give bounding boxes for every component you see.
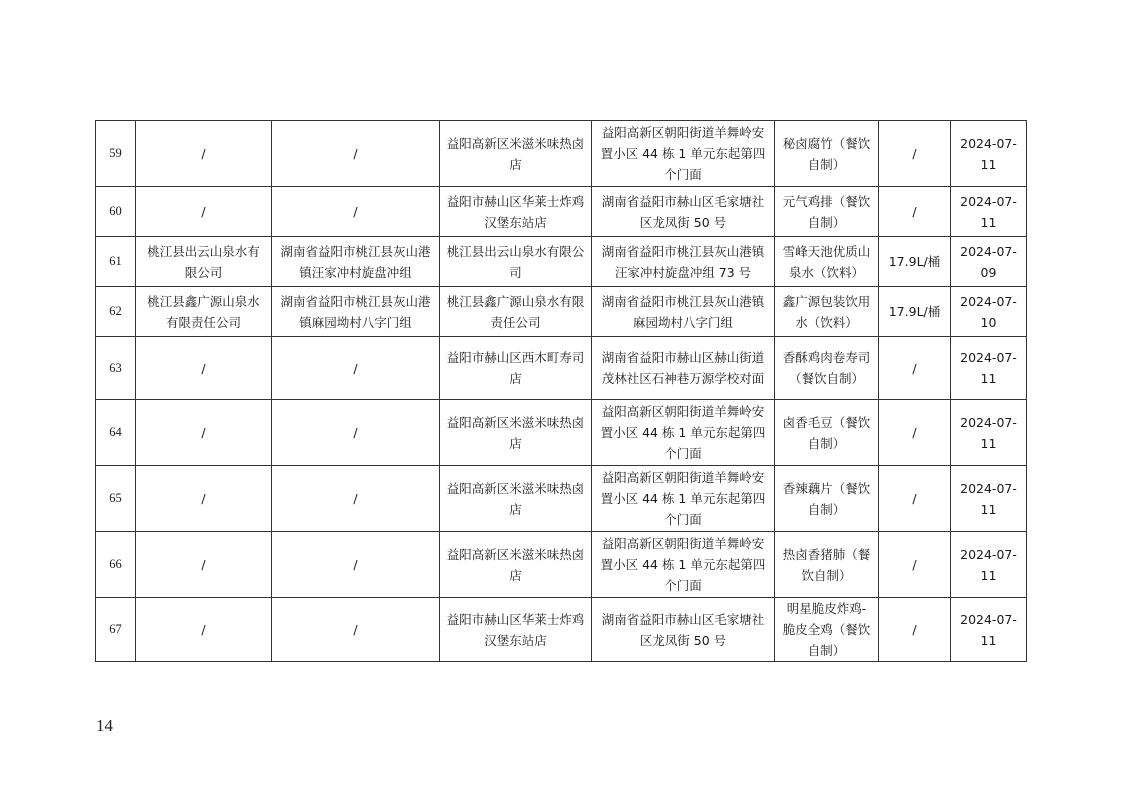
specification-cell: /	[879, 598, 951, 662]
food-name-cell: 鑫广源包装饮用水（饮料）	[775, 287, 879, 337]
production-date-cell: 2024-07-11	[951, 187, 1027, 237]
producer-name-cell: 桃江县鑫广源山泉水有限责任公司	[136, 287, 272, 337]
food-name-cell: 明星脆皮炸鸡-脆皮全鸡（餐饮自制）	[775, 598, 879, 662]
row-number-cell: 59	[96, 121, 136, 187]
sampled-unit-name-cell: 益阳高新区米滋米味热卤店	[440, 532, 592, 598]
producer-name-cell: /	[136, 466, 272, 532]
table-row	[96, 337, 1027, 400]
table-body	[96, 121, 1027, 662]
producer-name-cell: /	[136, 187, 272, 237]
row-number-cell: 67	[96, 598, 136, 662]
specification-cell: 17.9L/桶	[879, 287, 951, 337]
table-row	[96, 121, 1027, 187]
food-name-cell: 雪峰天池优质山泉水（饮料）	[775, 237, 879, 287]
row-number-cell: 65	[96, 466, 136, 532]
specification-cell: /	[879, 400, 951, 466]
table-row	[96, 400, 1027, 466]
food-name-cell: 热卤香猪肺（餐饮自制）	[775, 532, 879, 598]
producer-address-cell: /	[272, 121, 440, 187]
sampled-unit-address-cell: 湖南省益阳市桃江县灰山港镇麻园坳村八字门组	[592, 287, 775, 337]
producer-name-cell: /	[136, 598, 272, 662]
sampled-unit-name-cell: 桃江县出云山泉水有限公司	[440, 237, 592, 287]
producer-name-cell: /	[136, 337, 272, 400]
sampled-unit-address-cell: 湖南省益阳市赫山区毛家塘社区龙凤街 50 号	[592, 598, 775, 662]
sampled-unit-name-cell: 益阳市赫山区华莱士炸鸡汉堡东站店	[440, 187, 592, 237]
producer-name-cell: /	[136, 121, 272, 187]
sampled-unit-name-cell: 桃江县鑫广源山泉水有限责任公司	[440, 287, 592, 337]
sampled-unit-address-cell: 益阳高新区朝阳街道羊舞岭安置小区 44 栋 1 单元东起第四个门面	[592, 532, 775, 598]
table-row	[96, 187, 1027, 237]
production-date-cell: 2024-07-11	[951, 337, 1027, 400]
producer-name-cell: /	[136, 532, 272, 598]
specification-cell: /	[879, 187, 951, 237]
table-row	[96, 466, 1027, 532]
food-name-cell: 香辣藕片（餐饮自制）	[775, 466, 879, 532]
page-number: 14	[96, 716, 113, 735]
specification-cell: /	[879, 337, 951, 400]
food-name-cell: 香酥鸡肉卷寿司（餐饮自制）	[775, 337, 879, 400]
production-date-cell: 2024-07-11	[951, 532, 1027, 598]
table-row	[96, 532, 1027, 598]
production-date-cell: 2024-07-09	[951, 237, 1027, 287]
producer-address-cell: 湖南省益阳市桃江县灰山港镇麻园坳村八字门组	[272, 287, 440, 337]
sampled-unit-name-cell: 益阳市赫山区华莱士炸鸡汉堡东站店	[440, 598, 592, 662]
sampled-unit-address-cell: 湖南省益阳市赫山区赫山街道茂林社区石神巷万源学校对面	[592, 337, 775, 400]
sampled-unit-name-cell: 益阳高新区米滋米味热卤店	[440, 121, 592, 187]
sampled-unit-address-cell: 益阳高新区朝阳街道羊舞岭安置小区 44 栋 1 单元东起第四个门面	[592, 121, 775, 187]
sampled-unit-name-cell: 益阳市赫山区西木町寿司店	[440, 337, 592, 400]
production-date-cell: 2024-07-10	[951, 287, 1027, 337]
producer-address-cell: /	[272, 598, 440, 662]
row-number-cell: 66	[96, 532, 136, 598]
producer-address-cell: /	[272, 466, 440, 532]
producer-name-cell: /	[136, 400, 272, 466]
food-name-cell: 秘卤腐竹（餐饮自制）	[775, 121, 879, 187]
row-number-cell: 62	[96, 287, 136, 337]
row-number-cell: 63	[96, 337, 136, 400]
specification-cell: /	[879, 121, 951, 187]
sampled-unit-address-cell: 湖南省益阳市桃江县灰山港镇汪家冲村旋盘冲组 73 号	[592, 237, 775, 287]
producer-address-cell: /	[272, 532, 440, 598]
producer-name-cell: 桃江县出云山泉水有限公司	[136, 237, 272, 287]
producer-address-cell: /	[272, 337, 440, 400]
food-sampling-table	[95, 120, 1027, 662]
sampled-unit-name-cell: 益阳高新区米滋米味热卤店	[440, 466, 592, 532]
producer-address-cell: /	[272, 400, 440, 466]
table-row	[96, 598, 1027, 662]
sampled-unit-name-cell: 益阳高新区米滋米味热卤店	[440, 400, 592, 466]
row-number-cell: 61	[96, 237, 136, 287]
food-name-cell: 卤香毛豆（餐饮自制）	[775, 400, 879, 466]
sampled-unit-address-cell: 湖南省益阳市赫山区毛家塘社区龙凤街 50 号	[592, 187, 775, 237]
sampled-unit-address-cell: 益阳高新区朝阳街道羊舞岭安置小区 44 栋 1 单元东起第四个门面	[592, 466, 775, 532]
production-date-cell: 2024-07-11	[951, 598, 1027, 662]
row-number-cell: 64	[96, 400, 136, 466]
producer-address-cell: /	[272, 187, 440, 237]
producer-address-cell: 湖南省益阳市桃江县灰山港镇汪家冲村旋盘冲组	[272, 237, 440, 287]
food-name-cell: 元气鸡排（餐饮自制）	[775, 187, 879, 237]
production-date-cell: 2024-07-11	[951, 400, 1027, 466]
table-row	[96, 237, 1027, 287]
production-date-cell: 2024-07-11	[951, 466, 1027, 532]
production-date-cell: 2024-07-11	[951, 121, 1027, 187]
table-row	[96, 287, 1027, 337]
specification-cell: 17.9L/桶	[879, 237, 951, 287]
sampled-unit-address-cell: 益阳高新区朝阳街道羊舞岭安置小区 44 栋 1 单元东起第四个门面	[592, 400, 775, 466]
specification-cell: /	[879, 532, 951, 598]
row-number-cell: 60	[96, 187, 136, 237]
specification-cell: /	[879, 466, 951, 532]
